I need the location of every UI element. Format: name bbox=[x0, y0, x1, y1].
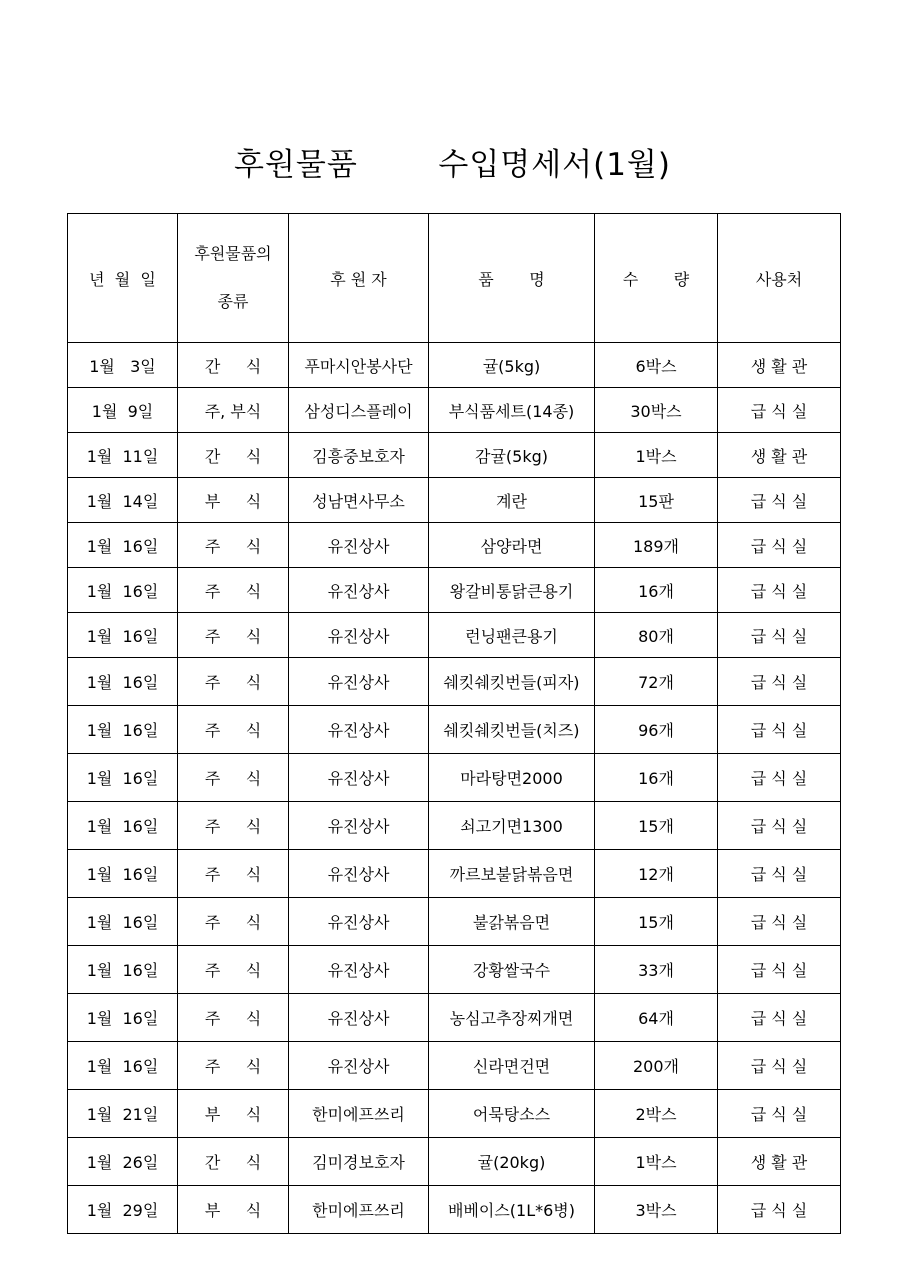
cell-use: 급 식 실 bbox=[718, 478, 841, 523]
cell-date: 1월 11일 bbox=[68, 433, 178, 478]
cell-use: 급 식 실 bbox=[718, 946, 841, 994]
cell-kind: 주 식 bbox=[178, 706, 289, 754]
cell-use: 급 식 실 bbox=[718, 658, 841, 706]
cell-use: 급 식 실 bbox=[718, 754, 841, 802]
cell-use: 생 활 관 bbox=[718, 433, 841, 478]
cell-donor: 유진상사 bbox=[289, 658, 429, 706]
table-header-row bbox=[68, 214, 841, 343]
cell-use: 급 식 실 bbox=[718, 706, 841, 754]
cell-use: 생 활 관 bbox=[718, 343, 841, 388]
table-row bbox=[68, 754, 841, 802]
cell-date: 1월 16일 bbox=[68, 994, 178, 1042]
cell-item: 삼양라면 bbox=[429, 523, 595, 568]
table-row bbox=[68, 946, 841, 994]
cell-item: 부식품세트(14종) bbox=[429, 388, 595, 433]
cell-item: 까르보불닭볶음면 bbox=[429, 850, 595, 898]
cell-item: 계란 bbox=[429, 478, 595, 523]
cell-kind: 부 식 bbox=[178, 478, 289, 523]
cell-item: 농심고추장찌개면 bbox=[429, 994, 595, 1042]
cell-date: 1월 16일 bbox=[68, 523, 178, 568]
cell-qty: 96개 bbox=[595, 706, 718, 754]
cell-use: 급 식 실 bbox=[718, 802, 841, 850]
page-title: 후원물품 수입명세서(1월) bbox=[234, 147, 671, 183]
cell-date: 1월 9일 bbox=[68, 388, 178, 433]
table-row bbox=[68, 658, 841, 706]
cell-item: 귤(5kg) bbox=[429, 343, 595, 388]
cell-qty: 15개 bbox=[595, 898, 718, 946]
cell-kind: 주 식 bbox=[178, 994, 289, 1042]
cell-use: 급 식 실 bbox=[718, 1186, 841, 1234]
cell-kind: 주 식 bbox=[178, 613, 289, 658]
cell-date: 1월 16일 bbox=[68, 850, 178, 898]
cell-date: 1월 26일 bbox=[68, 1138, 178, 1186]
cell-kind: 주 식 bbox=[178, 658, 289, 706]
cell-use: 급 식 실 bbox=[718, 850, 841, 898]
cell-donor: 한미에프쓰리 bbox=[289, 1090, 429, 1138]
cell-item: 강황쌀국수 bbox=[429, 946, 595, 994]
cell-qty: 64개 bbox=[595, 994, 718, 1042]
table-row bbox=[68, 568, 841, 613]
cell-kind: 주 식 bbox=[178, 523, 289, 568]
cell-donor: 유진상사 bbox=[289, 898, 429, 946]
cell-item: 귤(20kg) bbox=[429, 1138, 595, 1186]
cell-use: 급 식 실 bbox=[718, 523, 841, 568]
cell-item: 마라탕면2000 bbox=[429, 754, 595, 802]
table-row bbox=[68, 1138, 841, 1186]
cell-kind: 부 식 bbox=[178, 1186, 289, 1234]
header-kind-line1: 후원물품의 bbox=[194, 244, 272, 263]
cell-item: 불갉볶음면 bbox=[429, 898, 595, 946]
cell-kind: 주 식 bbox=[178, 946, 289, 994]
cell-qty: 80개 bbox=[595, 613, 718, 658]
header-kind-line2: 종류 bbox=[217, 292, 249, 311]
cell-qty: 189개 bbox=[595, 523, 718, 568]
cell-donor: 삼성디스플레이 bbox=[289, 388, 429, 433]
header-kind bbox=[178, 214, 289, 343]
cell-donor: 유진상사 bbox=[289, 994, 429, 1042]
cell-kind: 간 식 bbox=[178, 343, 289, 388]
cell-donor: 유진상사 bbox=[289, 802, 429, 850]
cell-date: 1월 16일 bbox=[68, 706, 178, 754]
cell-qty: 12개 bbox=[595, 850, 718, 898]
cell-qty: 30박스 bbox=[595, 388, 718, 433]
table-row bbox=[68, 343, 841, 388]
cell-item: 왕갈비통닭큰용기 bbox=[429, 568, 595, 613]
header-use: 사용처 bbox=[718, 214, 841, 343]
cell-date: 1월 16일 bbox=[68, 1042, 178, 1090]
donation-income-table bbox=[67, 213, 841, 1234]
cell-date: 1월 16일 bbox=[68, 658, 178, 706]
cell-kind: 주 식 bbox=[178, 754, 289, 802]
cell-item: 어묵탕소스 bbox=[429, 1090, 595, 1138]
header-item: 품 명 bbox=[429, 214, 595, 343]
table-row bbox=[68, 1186, 841, 1234]
cell-kind: 주 식 bbox=[178, 898, 289, 946]
cell-donor: 김미경보호자 bbox=[289, 1138, 429, 1186]
header-qty: 수 량 bbox=[595, 214, 718, 343]
cell-date: 1월 16일 bbox=[68, 802, 178, 850]
table-row bbox=[68, 898, 841, 946]
cell-donor: 유진상사 bbox=[289, 523, 429, 568]
cell-item: 런닝팬큰용기 bbox=[429, 613, 595, 658]
cell-qty: 15개 bbox=[595, 802, 718, 850]
cell-use: 급 식 실 bbox=[718, 568, 841, 613]
cell-kind: 주, 부식 bbox=[178, 388, 289, 433]
cell-qty: 1박스 bbox=[595, 1138, 718, 1186]
cell-use: 급 식 실 bbox=[718, 613, 841, 658]
cell-item: 쇠고기면1300 bbox=[429, 802, 595, 850]
table-row bbox=[68, 433, 841, 478]
cell-qty: 6박스 bbox=[595, 343, 718, 388]
table-row bbox=[68, 850, 841, 898]
cell-use: 급 식 실 bbox=[718, 898, 841, 946]
cell-qty: 15판 bbox=[595, 478, 718, 523]
table-row bbox=[68, 706, 841, 754]
cell-item: 쉐킷쉐킷번들(피자) bbox=[429, 658, 595, 706]
header-donor: 후 원 자 bbox=[289, 214, 429, 343]
cell-donor: 푸마시안봉사단 bbox=[289, 343, 429, 388]
cell-date: 1월 14일 bbox=[68, 478, 178, 523]
cell-donor: 유진상사 bbox=[289, 946, 429, 994]
cell-qty: 16개 bbox=[595, 568, 718, 613]
cell-use: 생 활 관 bbox=[718, 1138, 841, 1186]
cell-date: 1월 21일 bbox=[68, 1090, 178, 1138]
cell-date: 1월 16일 bbox=[68, 898, 178, 946]
table-row bbox=[68, 388, 841, 433]
cell-donor: 유진상사 bbox=[289, 613, 429, 658]
cell-qty: 72개 bbox=[595, 658, 718, 706]
cell-use: 급 식 실 bbox=[718, 388, 841, 433]
cell-kind: 간 식 bbox=[178, 433, 289, 478]
table-row bbox=[68, 523, 841, 568]
cell-qty: 33개 bbox=[595, 946, 718, 994]
table-row bbox=[68, 613, 841, 658]
cell-donor: 유진상사 bbox=[289, 754, 429, 802]
cell-donor: 김흥중보호자 bbox=[289, 433, 429, 478]
cell-item: 쉐킷쉐킷번들(치즈) bbox=[429, 706, 595, 754]
cell-qty: 1박스 bbox=[595, 433, 718, 478]
cell-date: 1월 16일 bbox=[68, 754, 178, 802]
cell-qty: 3박스 bbox=[595, 1186, 718, 1234]
cell-kind: 부 식 bbox=[178, 1090, 289, 1138]
cell-date: 1월 3일 bbox=[68, 343, 178, 388]
cell-item: 신라면건면 bbox=[429, 1042, 595, 1090]
cell-donor: 유진상사 bbox=[289, 706, 429, 754]
cell-donor: 한미에프쓰리 bbox=[289, 1186, 429, 1234]
cell-qty: 16개 bbox=[595, 754, 718, 802]
header-date: 년 월 일 bbox=[68, 214, 178, 343]
cell-date: 1월 16일 bbox=[68, 613, 178, 658]
table-row bbox=[68, 1090, 841, 1138]
cell-kind: 주 식 bbox=[178, 850, 289, 898]
table-row bbox=[68, 802, 841, 850]
cell-use: 급 식 실 bbox=[718, 1042, 841, 1090]
table-row bbox=[68, 1042, 841, 1090]
cell-kind: 주 식 bbox=[178, 568, 289, 613]
cell-date: 1월 16일 bbox=[68, 568, 178, 613]
cell-qty: 200개 bbox=[595, 1042, 718, 1090]
cell-kind: 주 식 bbox=[178, 802, 289, 850]
cell-donor: 유진상사 bbox=[289, 1042, 429, 1090]
cell-donor: 유진상사 bbox=[289, 568, 429, 613]
cell-item: 배베이스(1L*6병) bbox=[429, 1186, 595, 1234]
cell-qty: 2박스 bbox=[595, 1090, 718, 1138]
cell-kind: 간 식 bbox=[178, 1138, 289, 1186]
cell-date: 1월 29일 bbox=[68, 1186, 178, 1234]
cell-kind: 주 식 bbox=[178, 1042, 289, 1090]
cell-item: 감귤(5kg) bbox=[429, 433, 595, 478]
cell-donor: 유진상사 bbox=[289, 850, 429, 898]
cell-use: 급 식 실 bbox=[718, 994, 841, 1042]
table-row bbox=[68, 478, 841, 523]
cell-donor: 성남면사무소 bbox=[289, 478, 429, 523]
table-body bbox=[68, 343, 841, 1234]
table-row bbox=[68, 994, 841, 1042]
cell-use: 급 식 실 bbox=[718, 1090, 841, 1138]
cell-date: 1월 16일 bbox=[68, 946, 178, 994]
